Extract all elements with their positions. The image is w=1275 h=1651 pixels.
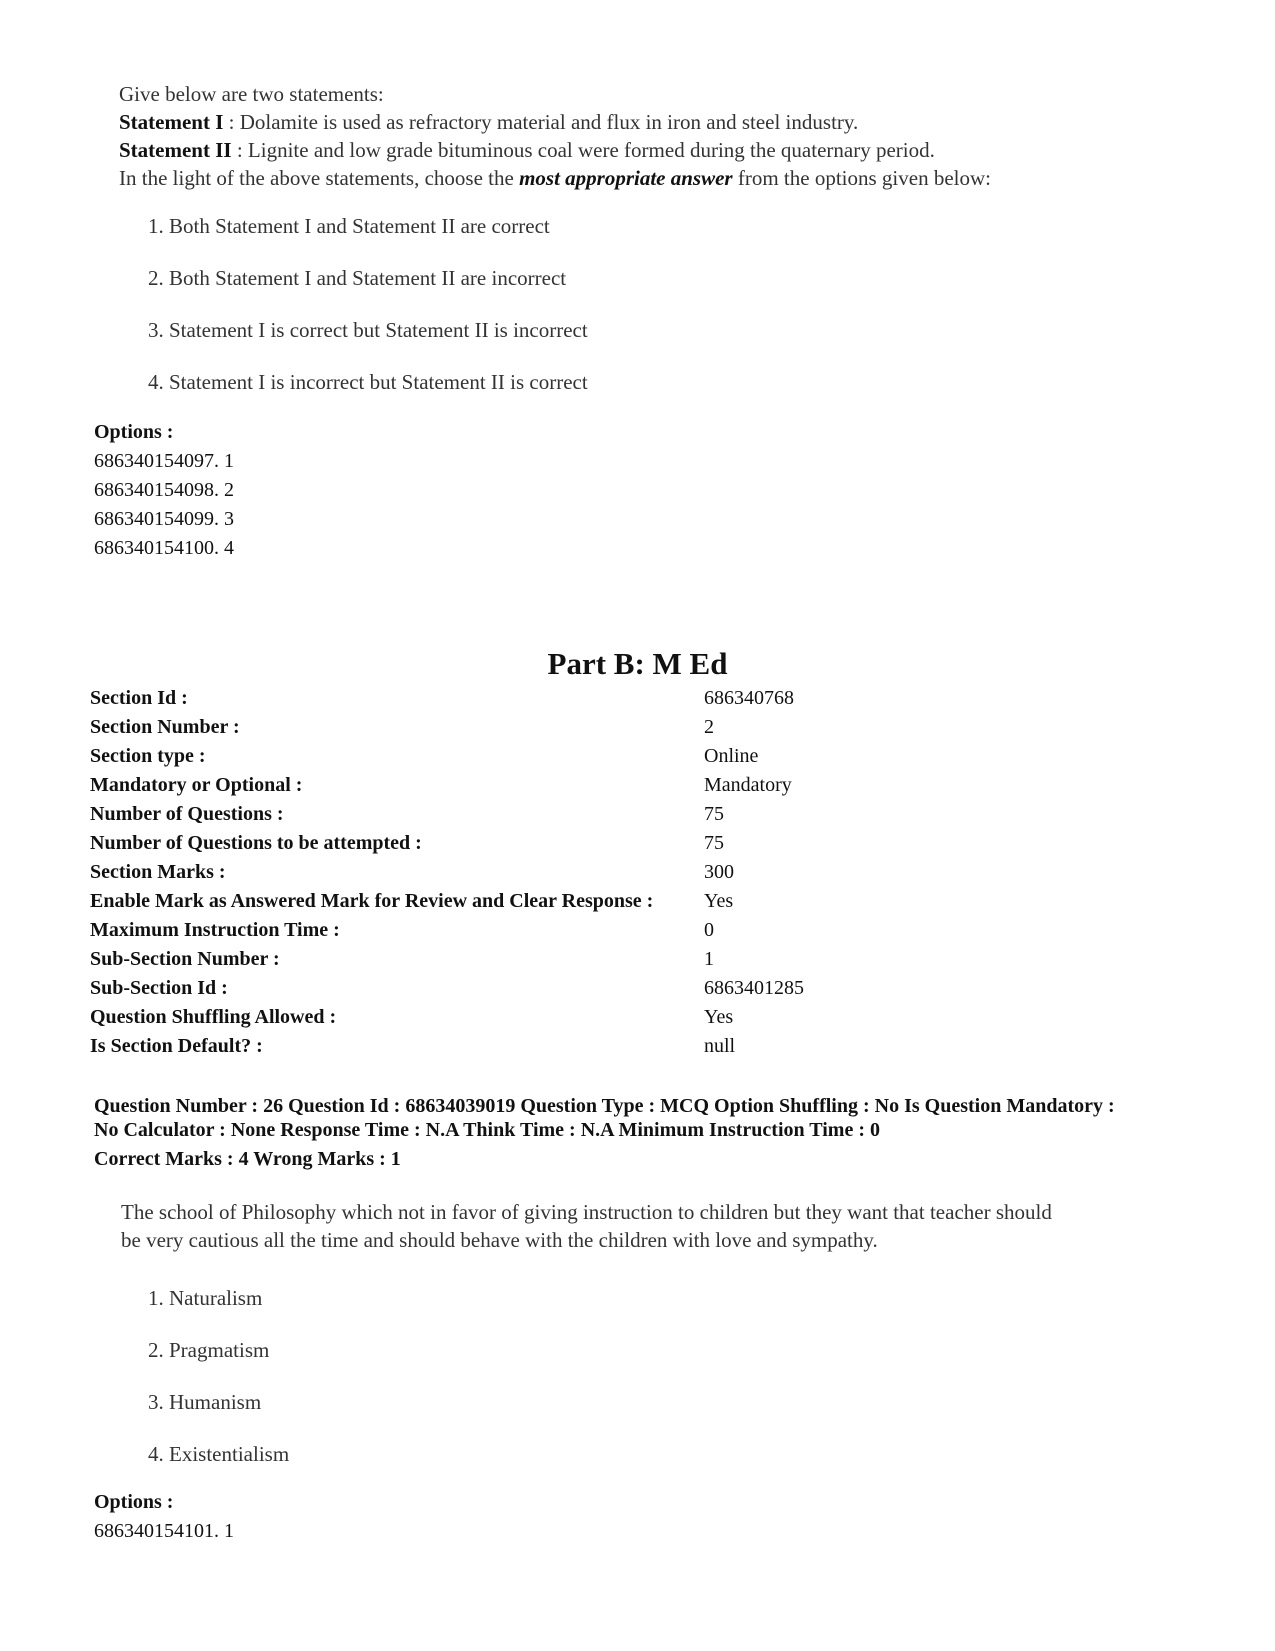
question-instruction [119, 164, 1199, 192]
answer-choice: 1. Both Statement I and Statement II are correct [148, 214, 550, 238]
section-info-label: Number of Questions : [90, 803, 284, 825]
section-info-row [90, 829, 804, 858]
options-label: Options : [94, 421, 174, 443]
question-marks: Correct Marks : 4 Wrong Marks : 1 [94, 1148, 401, 1170]
question-text-line: The school of Philosophy which not in favor of giving instruction to children but they want that teacher should [121, 1200, 1052, 1224]
section-info-label: Question Shuffling Allowed : [90, 1006, 337, 1028]
section-info-label: Number of Questions to be attempted : [90, 832, 422, 854]
answer-choice: 1. Naturalism [148, 1286, 263, 1310]
section-info-row [90, 800, 804, 829]
section-info-label: Section Id : [90, 687, 188, 709]
instruction-emphasis: most appropriate answer [519, 166, 733, 190]
answer-choice: 4. Existentialism [148, 1442, 290, 1466]
answer-choice: 4. Statement I is incorrect but Statement II is correct [148, 370, 588, 394]
option-item: 686340154098. 2 [94, 479, 234, 501]
section-info-row [90, 916, 804, 945]
option-item: 686340154099. 3 [94, 508, 234, 530]
question-26-meta [94, 1094, 1115, 1171]
statement-2-label: Statement II [119, 138, 232, 162]
section-info-label: Section type : [90, 745, 206, 767]
answer-choice: 3. Statement I is correct but Statement II is incorrect [148, 318, 588, 342]
statement-2 [119, 136, 1199, 164]
section-info-value: 686340768 [704, 687, 794, 709]
section-info-value: Mandatory [704, 774, 792, 796]
option-item: 686340154097. 1 [94, 450, 234, 472]
option-item: 686340154100. 4 [94, 537, 234, 559]
section-info-row [90, 742, 804, 771]
section-info-label: Sub-Section Id : [90, 977, 228, 999]
answer-choice: 3. Humanism [148, 1390, 262, 1414]
section-info-value: Yes [704, 890, 734, 912]
section-info-row [90, 945, 804, 974]
section-info-row [90, 1032, 804, 1061]
section-info-value: 75 [704, 803, 724, 825]
question-26-answer-list [148, 1284, 289, 1492]
section-info-row [90, 771, 804, 800]
section-info-value: Online [704, 745, 759, 767]
section-info-row [90, 1003, 804, 1032]
section-info-row [90, 974, 804, 1003]
answer-choice: 2. Both Statement I and Statement II are incorrect [148, 266, 567, 290]
statement-1-text: : Dolamite is used as refractory material and flux in iron and steel industry. [223, 110, 859, 134]
options-label: Options : [94, 1491, 174, 1513]
instruction-before: In the light of the above statements, choose the [119, 166, 520, 190]
section-info-value: null [704, 1035, 736, 1057]
question-26-options [94, 1488, 234, 1546]
section-info-row [90, 684, 804, 713]
statement-1 [119, 108, 1199, 136]
section-info-label: Enable Mark as Answered Mark for Review and Clear Response : [90, 890, 654, 912]
section-info-label: Section Number : [90, 716, 240, 738]
question-25-text [119, 80, 1199, 192]
section-info-value: 0 [704, 919, 714, 941]
answer-choice: 2. Pragmatism [148, 1338, 270, 1362]
section-info-value: 300 [704, 861, 734, 883]
question-25-answer-list [148, 212, 588, 420]
section-info-row [90, 713, 804, 742]
question-intro: Give below are two statements: [119, 82, 384, 106]
instruction-after: from the options given below: [732, 166, 991, 190]
statement-2-text: : Lignite and low grade bituminous coal were formed during the quaternary period. [231, 138, 935, 162]
section-info-table [90, 684, 804, 1061]
question-text-line: be very cautious all the time and should behave with the children with love and sympathy. [121, 1228, 878, 1252]
section-info-value: Yes [704, 1006, 734, 1028]
section-info-row [90, 887, 804, 916]
statement-1-label: Statement I [119, 110, 224, 134]
section-info-label: Section Marks : [90, 861, 226, 883]
section-info-value: 1 [704, 948, 714, 970]
section-info-label: Sub-Section Number : [90, 948, 280, 970]
section-info-value: 6863401285 [704, 977, 804, 999]
question-meta-line-2: No Calculator : None Response Time : N.A Think Time : N.A Minimum Instruction Time : 0 [94, 1119, 880, 1141]
section-info-label: Mandatory or Optional : [90, 774, 303, 796]
question-26-text [121, 1198, 1201, 1254]
section-info-value: 75 [704, 832, 724, 854]
section-info-label: Is Section Default? : [90, 1035, 263, 1057]
part-title: Part B: M Ed [547, 646, 728, 681]
option-item: 686340154101. 1 [94, 1520, 234, 1542]
question-meta-line-1: Question Number : 26 Question Id : 68634039019 Question Type : MCQ Option Shuffling : No Is Question Mandatory : [94, 1095, 1115, 1117]
question-25-options [94, 418, 234, 563]
section-info-value: 2 [704, 716, 714, 738]
section-info-row [90, 858, 804, 887]
section-info-label: Maximum Instruction Time : [90, 919, 340, 941]
